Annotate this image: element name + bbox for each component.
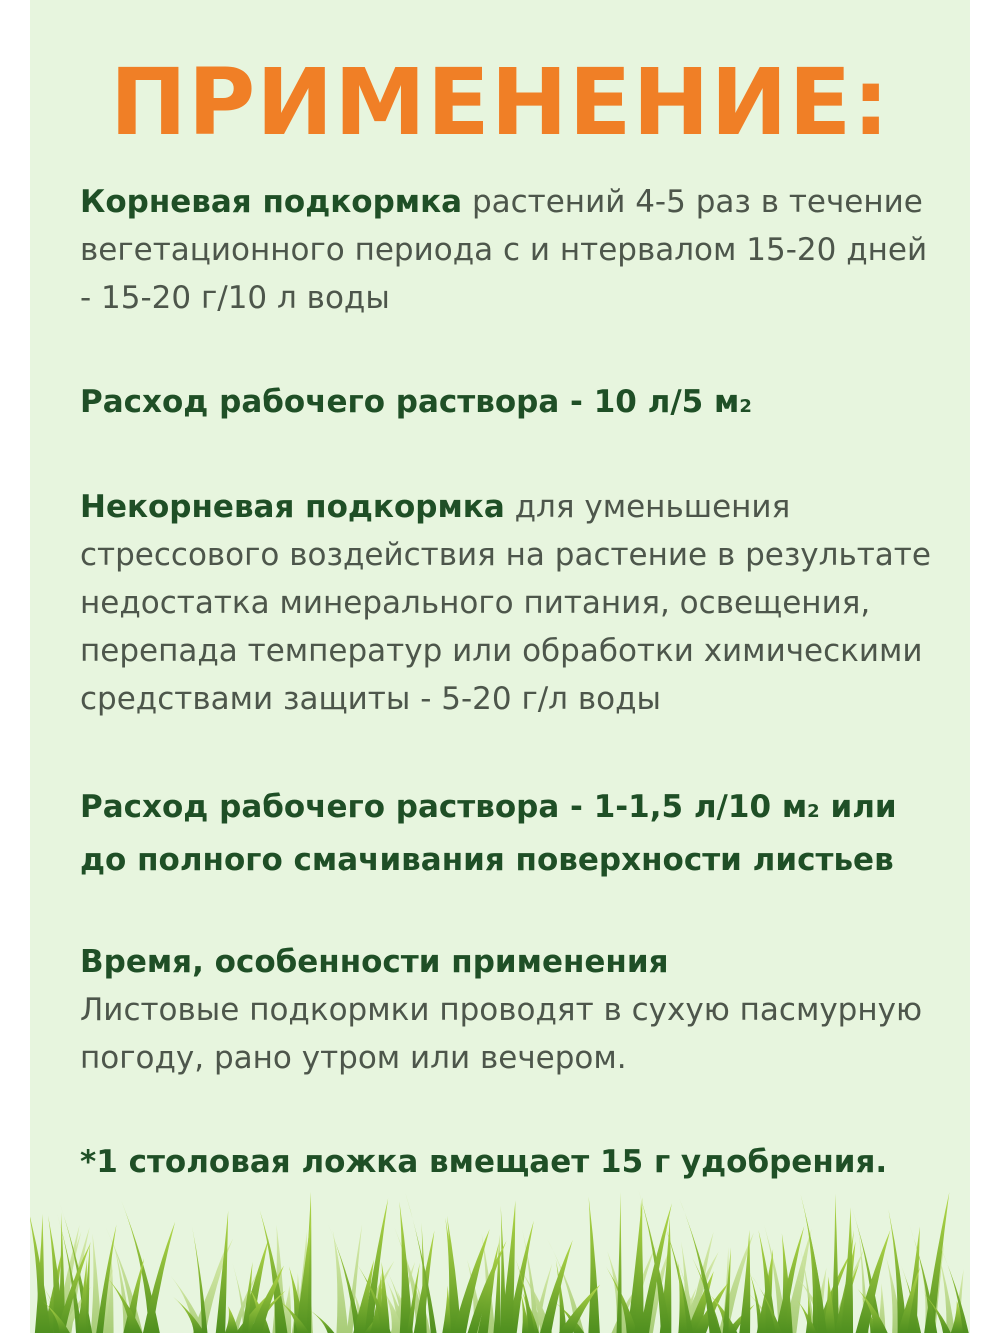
root-feeding-text: растений 4-5 раз в течение вегетационного периода с и нтервалом 15-20 дней - 15-20 г/10 л воды bbox=[80, 184, 928, 316]
footnote: *1 столовая ложка вмещает 15 г удобрения. bbox=[80, 1144, 888, 1180]
foliar-feeding-paragraph bbox=[80, 483, 940, 723]
grass-illustration bbox=[30, 1183, 970, 1333]
consumption-rate-1 bbox=[80, 378, 940, 431]
consumption-rate-2 bbox=[80, 783, 940, 884]
grass-blade bbox=[333, 1230, 349, 1333]
consumption-2-unit-superscript: 2 bbox=[807, 801, 820, 822]
root-feeding-paragraph bbox=[80, 178, 940, 322]
grass-blade bbox=[500, 1206, 506, 1333]
foliar-feeding-heading: Некорневая подкормка bbox=[80, 489, 505, 525]
page-title: ПРИМЕНЕНИЕ: bbox=[109, 49, 891, 156]
grass-blade bbox=[588, 1197, 599, 1333]
consumption-2-text: Расход рабочего раствора - 1-1,5 л/10 м bbox=[80, 789, 808, 825]
grass-blade bbox=[493, 1235, 500, 1333]
foliar-feeding-text: для уменьшения стрессового воздействия на растение в результате недостатка минерального питания, освещения, перепада температур или обработки химическими средствами защиты - 5-20 г/л воды bbox=[80, 489, 931, 717]
grass-blade bbox=[225, 1306, 238, 1333]
timing-text: Листовые подкормки проводят в сухую пасмурную погоду, рано утром или вечером. bbox=[80, 992, 923, 1076]
consumption-1-text: Расход рабочего раствора - 10 л/5 м bbox=[80, 384, 740, 420]
grass-blade bbox=[143, 1222, 175, 1333]
timing-heading: Время, особенности применения bbox=[80, 944, 669, 980]
root-feeding-heading: Корневая подкормка bbox=[80, 184, 463, 220]
instruction-card bbox=[30, 0, 970, 1333]
grass-blade bbox=[30, 1208, 51, 1333]
consumption-1-unit-superscript: 2 bbox=[739, 396, 752, 417]
timing-section bbox=[80, 938, 940, 1082]
consumption-2-text-after: или до полного смачивания поверхности листьев bbox=[80, 789, 897, 878]
